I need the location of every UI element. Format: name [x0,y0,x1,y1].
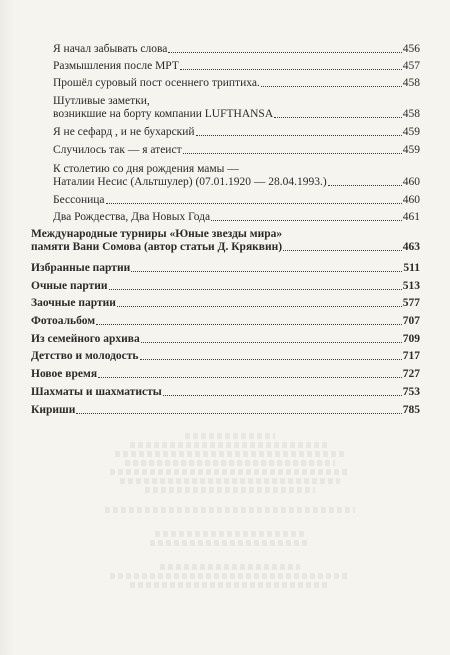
toc-section-page: 513 [402,280,420,292]
toc-section-title: Кириши [31,404,76,416]
toc-section [31,262,420,275]
toc-entry-page: 459 [402,126,420,138]
toc-section-page: 511 [403,262,420,274]
toc-entry [53,60,420,73]
dot-leader [168,51,401,53]
toc-entry-title: Два Рождества, Два Новых Года [53,211,211,223]
toc-entry [53,194,420,207]
dot-leader [183,152,402,154]
dot-leader [261,85,402,87]
toc-entry-title: возникшие на борту компании LUFTHANSA [53,108,274,120]
toc-section [31,315,420,328]
dot-leader [140,358,402,360]
toc-section-title: Из семейного архива [31,333,140,345]
toc-entry-page: 460 [402,194,420,206]
dot-leader [211,219,402,221]
toc-section-title: памяти Вани Сомова (автор статьи Д. Кряквин) [31,241,283,253]
toc-section [31,280,420,293]
toc-entry-title-line1: К столетию со дня рождения мамы — [53,163,239,175]
toc-entry [53,163,420,189]
toc-section-title: Детство и молодость [31,350,139,362]
dot-leader [328,184,402,186]
toc-section-title: Новое время [31,368,98,380]
toc-entry-title: Я не сефард , и не бухарский [53,126,195,138]
toc-entry [53,95,420,121]
dot-leader [196,134,402,136]
toc-entry-title-line1: Шутливые заметки, [53,95,150,107]
toc-entry-page: 458 [402,77,420,89]
show-through-imprint [95,430,365,591]
toc-section [31,404,420,417]
toc-section [31,386,420,399]
toc-entry-page: 459 [402,144,420,156]
toc-section-title: Шахматы и шахматисты [31,386,162,398]
toc-entry [53,126,420,139]
toc-entry-title: Размышления после МРТ [53,60,179,72]
toc-section-page: 717 [402,350,420,362]
toc-entry-page: 461 [402,211,420,223]
toc-section-title: Заочные партии [31,297,116,309]
toc-section [31,368,420,381]
toc-entry-page: 456 [402,43,420,55]
toc-section [31,350,420,363]
toc-entry-page: 458 [402,108,420,120]
toc-section-title-line1: Международные турниры «Юные звезды мира» [31,228,283,240]
toc-section [31,333,420,346]
dot-leader [109,288,402,290]
toc-section-page: 727 [402,368,420,380]
toc-section-title: Очные партии [31,280,108,292]
toc-entry-title: Прошёл суровый пост осеннего триптиха. [53,77,260,89]
toc-section-page: 707 [402,315,420,327]
dot-leader [283,249,402,251]
toc-section-page: 577 [402,297,420,309]
toc-section-page: 753 [402,386,420,398]
toc-section-page: 463 [402,241,420,253]
dot-leader [163,394,402,396]
toc-section-title: Фотоальбом [31,315,96,327]
toc-entry-title: Случилось так — я атеист [53,144,182,156]
toc-section [31,228,420,254]
toc-section-title: Избранные партии [31,262,131,274]
toc-section [31,297,420,310]
dot-leader [96,323,402,325]
toc-entry-page: 460 [402,176,420,188]
dot-leader [106,202,402,204]
dot-leader [98,376,402,378]
dot-leader [274,116,402,118]
toc-section-page: 709 [402,333,420,345]
toc-entry [53,43,420,56]
toc-entry-page: 457 [402,60,420,72]
toc-entry-title: Я начал забывать слова [53,43,168,55]
toc-section-page: 785 [402,404,420,416]
toc-entry [53,77,420,90]
dot-leader [180,68,402,70]
dot-leader [141,341,402,343]
toc-entry [53,211,420,224]
dot-leader [76,412,401,414]
toc-entry-title: Бессоница [53,194,105,206]
dot-leader [117,305,402,307]
dot-leader [131,270,402,272]
toc-entry [53,144,420,157]
toc-entry-title: Наталии Несис (Альтшулер) (07.01.1920 — 28.04.1993.) [53,176,327,188]
